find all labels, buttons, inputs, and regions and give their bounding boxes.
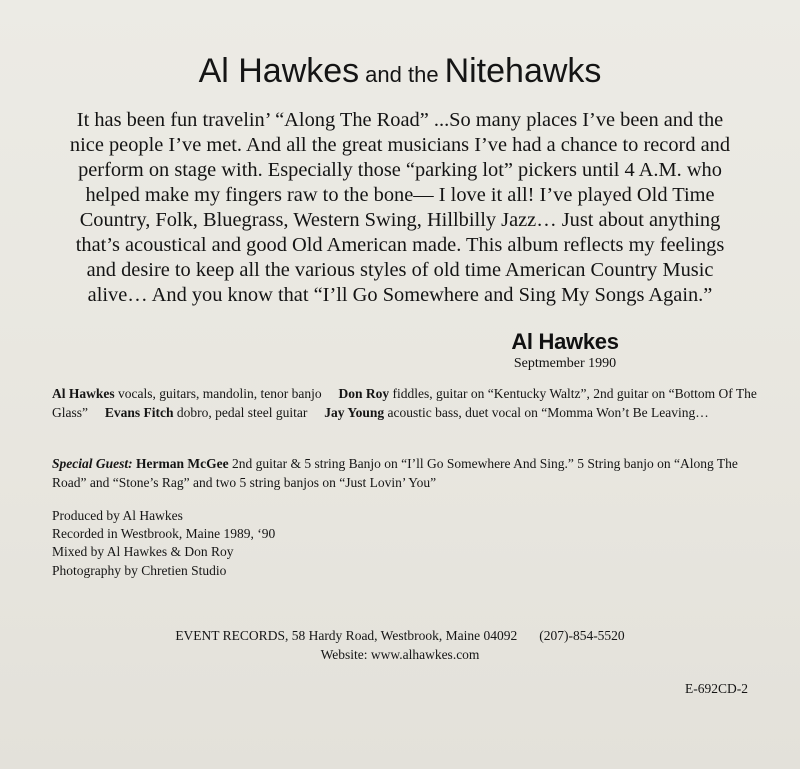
- produced-by: Produced by Al Hawkes: [52, 508, 183, 523]
- label-website: Website: www.alhawkes.com: [320, 647, 480, 662]
- label-contact-line: [0, 626, 800, 645]
- musician-name: Evans Fitch: [104, 404, 174, 420]
- recorded-in: Recorded in Westbrook, Maine 1989, ‘90: [52, 526, 276, 542]
- special-guest-credit: [52, 455, 762, 492]
- musician-role: fiddles, guitar on “Kentucky Waltz”, 2nd guitar on “Bottom Of The Glass”: [52, 386, 757, 420]
- special-guest-label: Special Guest:: [52, 456, 133, 471]
- musician-name: Don Roy: [338, 386, 390, 401]
- album-title: [0, 52, 800, 91]
- signature-block: [480, 329, 650, 373]
- musician-credits: [52, 385, 762, 422]
- musician-name: Al Hawkes: [52, 386, 115, 401]
- intro-paragraph: It has been fun travelin’ “Along The Road” ...So many places I’ve been and the nice people I’ve met. And all the great musicians I’ve had a chance to record and perform on stage with. Especially those “parking lot” pickers until 4 A.M. who helped make my fingers raw to the bone— I love it all! I’ve played Old Time Country, Folk, Bluegrass, Western Swing, Hillbilly Jazz… Just about anything that’s acoustical and good Old American made. This album reflects my feelings and desire to keep all the various styles of old time American Country Music alive… And you know that “I’ll Go Somewhere and Sing My Songs Again.”: [69, 109, 731, 306]
- production-credits: [52, 507, 275, 580]
- musician-role: acoustic bass, duet vocal on “Momma Won’t Be Leaving…: [384, 404, 709, 420]
- label-phone: (207)-854-5520: [539, 628, 625, 643]
- guest-name: Herman McGee: [136, 456, 229, 471]
- mixed-by: Mixed by Al Hawkes & Don Roy: [52, 544, 234, 560]
- catalog-number: E-692CD-2: [685, 681, 748, 696]
- photography-by: Photography by Chretien Studio: [52, 562, 227, 578]
- guest-role: 2nd guitar & 5 string Banjo on “I’ll Go Somewhere And Sing.” 5 String banjo on “Along The Road” and “Stone’s Rag” and two 5 string banjos on “Just Lovin’ You”: [52, 456, 738, 490]
- musician-role: vocals, guitars, mandolin, tenor banjo: [114, 386, 322, 401]
- label-footer: [0, 626, 800, 664]
- signature-name: Al Hawkes: [511, 329, 619, 354]
- musician-name: Jay Young: [324, 404, 385, 420]
- title-conjunction: and the: [365, 62, 439, 87]
- label-address: EVENT RECORDS, 58 Hardy Road, Westbrook, Maine 04092: [175, 628, 518, 643]
- band-name: Nitehawks: [444, 52, 602, 90]
- musician-role: dobro, pedal steel guitar: [173, 404, 308, 420]
- artist-name: Al Hawkes: [198, 52, 360, 90]
- signature-date: Septmember 1990: [513, 356, 617, 371]
